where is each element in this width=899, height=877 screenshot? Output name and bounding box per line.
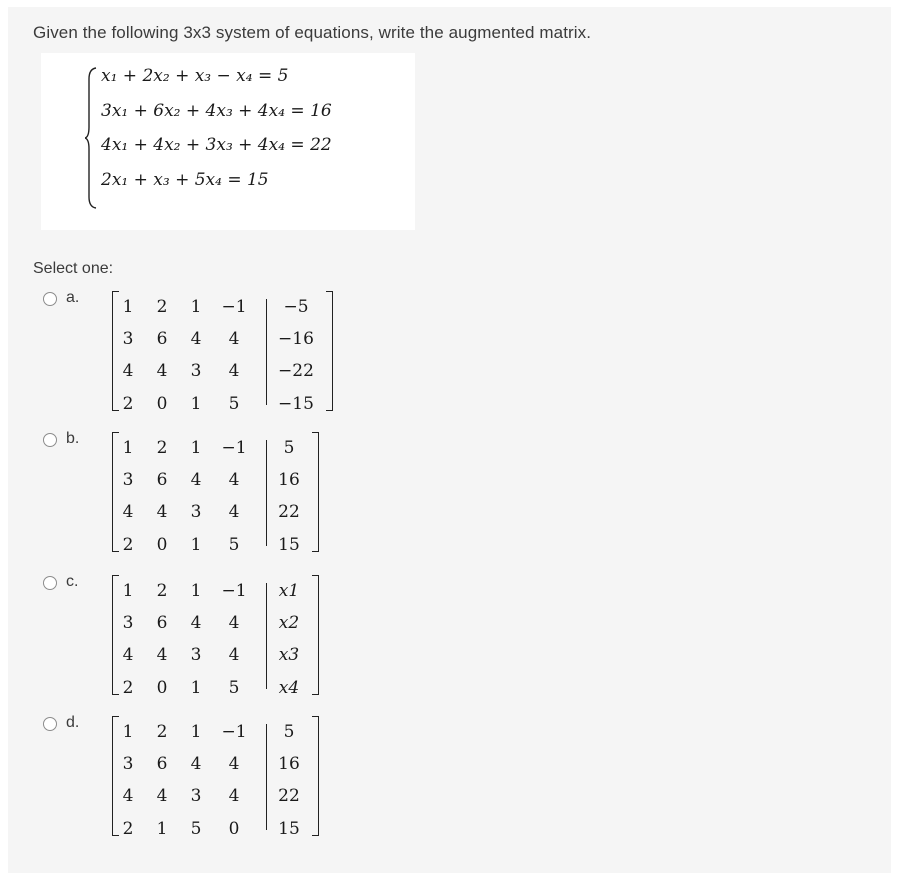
augmented-matrix [112, 432, 320, 555]
matrix-cell: 4 [122, 786, 134, 806]
matrix-cell: 4 [156, 361, 168, 381]
option-letter: d. [66, 714, 80, 731]
option-letter: c. [66, 573, 79, 590]
matrix-cell: 4 [228, 470, 240, 490]
matrix-cell: 1 [190, 535, 202, 555]
equation-1: x₁ + 2x₂ + x₃ − x₄ = 5 [101, 66, 289, 86]
matrix-cell: 5 [228, 678, 240, 698]
matrix-cell: 3 [190, 645, 202, 665]
augmented-cell: 16 [278, 754, 300, 774]
matrix-cell: 4 [122, 361, 134, 381]
augmented-cell: −16 [278, 329, 314, 349]
matrix-cell: 4 [228, 361, 240, 381]
matrix-cell: 4 [156, 786, 168, 806]
matrix-cell: 2 [122, 394, 134, 414]
matrix-cell: 5 [190, 819, 202, 839]
matrix-cell: 4 [228, 502, 240, 522]
augmented-cell: x4 [278, 678, 300, 698]
augmented-cell: −5 [283, 297, 309, 317]
augmented-cell: 5 [283, 722, 295, 742]
matrix-cell: 3 [190, 786, 202, 806]
matrix-cell: 4 [228, 754, 240, 774]
matrix-cell: 2 [156, 297, 168, 317]
matrix-cell: 2 [122, 819, 134, 839]
radio-button[interactable] [43, 717, 57, 731]
matrix-cell: −1 [221, 297, 247, 317]
matrix-cell: 4 [228, 329, 240, 349]
matrix-cell: 1 [190, 394, 202, 414]
augmented-cell: x1 [278, 581, 300, 601]
matrix-cell: 3 [122, 613, 134, 633]
matrix-cell: 1 [190, 438, 202, 458]
right-bracket [312, 575, 319, 695]
augmented-cell: 22 [278, 786, 300, 806]
augmented-matrix [112, 291, 334, 414]
matrix-cell: 2 [122, 678, 134, 698]
matrix-cell: 3 [190, 502, 202, 522]
equation-4: 2x₁ + x₃ + 5x₄ = 15 [101, 170, 269, 190]
matrix-cell: 4 [190, 329, 202, 349]
matrix-cell: 4 [122, 645, 134, 665]
radio-button[interactable] [43, 576, 57, 590]
right-bracket [312, 716, 319, 836]
matrix-cell: 4 [122, 502, 134, 522]
matrix-cell: 3 [122, 329, 134, 349]
option-letter: a. [66, 289, 80, 306]
matrix-cell: 2 [122, 535, 134, 555]
matrix-cell: 4 [190, 470, 202, 490]
matrix-cell: 1 [122, 297, 134, 317]
equation-3: 4x₁ + 4x₂ + 3x₃ + 4x₄ = 22 [101, 135, 332, 155]
augmented-matrix [112, 716, 320, 839]
question-text: Given the following 3x3 system of equations, write the augmented matrix. [33, 23, 592, 42]
augmented-cell: x2 [278, 613, 300, 633]
matrix-cell: 4 [228, 786, 240, 806]
matrix-cell: 4 [228, 645, 240, 665]
augmented-cell: 22 [278, 502, 300, 522]
matrix-cell: 0 [156, 394, 168, 414]
matrix-cell: 6 [156, 329, 168, 349]
equation-system [41, 53, 415, 230]
augmented-cell: −15 [278, 394, 314, 414]
augmented-cell: −22 [278, 361, 314, 381]
matrix-cell: 4 [190, 613, 202, 633]
matrix-cell: 6 [156, 470, 168, 490]
matrix-cell: 1 [122, 438, 134, 458]
matrix-cell: 0 [156, 678, 168, 698]
matrix-cell: 4 [228, 613, 240, 633]
question-card [8, 7, 891, 873]
radio-button[interactable] [43, 433, 57, 447]
matrix-cell: 1 [190, 722, 202, 742]
matrix-cell: 4 [156, 645, 168, 665]
matrix-cell: 3 [190, 361, 202, 381]
matrix-cell: 4 [190, 754, 202, 774]
left-brace [85, 67, 97, 209]
matrix-cell: 0 [156, 535, 168, 555]
augmented-cell: 15 [278, 819, 300, 839]
augmented-cell: x3 [278, 645, 300, 665]
matrix-cell: 2 [156, 438, 168, 458]
matrix-cell: 0 [228, 819, 240, 839]
matrix-cell: 2 [156, 581, 168, 601]
radio-button[interactable] [43, 292, 57, 306]
option-letter: b. [66, 430, 80, 447]
matrix-cell: 1 [190, 678, 202, 698]
matrix-cell: 4 [156, 502, 168, 522]
matrix-cell: 1 [156, 819, 168, 839]
matrix-cell: 1 [122, 581, 134, 601]
matrix-cell: 3 [122, 470, 134, 490]
matrix-cell: 5 [228, 394, 240, 414]
matrix-cell: 1 [190, 297, 202, 317]
select-one-label: Select one: [33, 260, 114, 277]
matrix-cell: −1 [221, 438, 247, 458]
augmented-cell: 16 [278, 470, 300, 490]
matrix-cell: 2 [156, 722, 168, 742]
matrix-cell: 5 [228, 535, 240, 555]
matrix-cell: −1 [221, 581, 247, 601]
matrix-cell: 3 [122, 754, 134, 774]
matrix-cell: 6 [156, 613, 168, 633]
matrix-cell: −1 [221, 722, 247, 742]
augmented-cell: 15 [278, 535, 300, 555]
augmented-matrix [112, 575, 320, 698]
right-bracket [326, 291, 333, 411]
right-bracket [312, 432, 319, 552]
matrix-cell: 1 [122, 722, 134, 742]
matrix-cell: 1 [190, 581, 202, 601]
augmented-cell: 5 [283, 438, 295, 458]
matrix-cell: 6 [156, 754, 168, 774]
equation-2: 3x₁ + 6x₂ + 4x₃ + 4x₄ = 16 [101, 101, 332, 121]
